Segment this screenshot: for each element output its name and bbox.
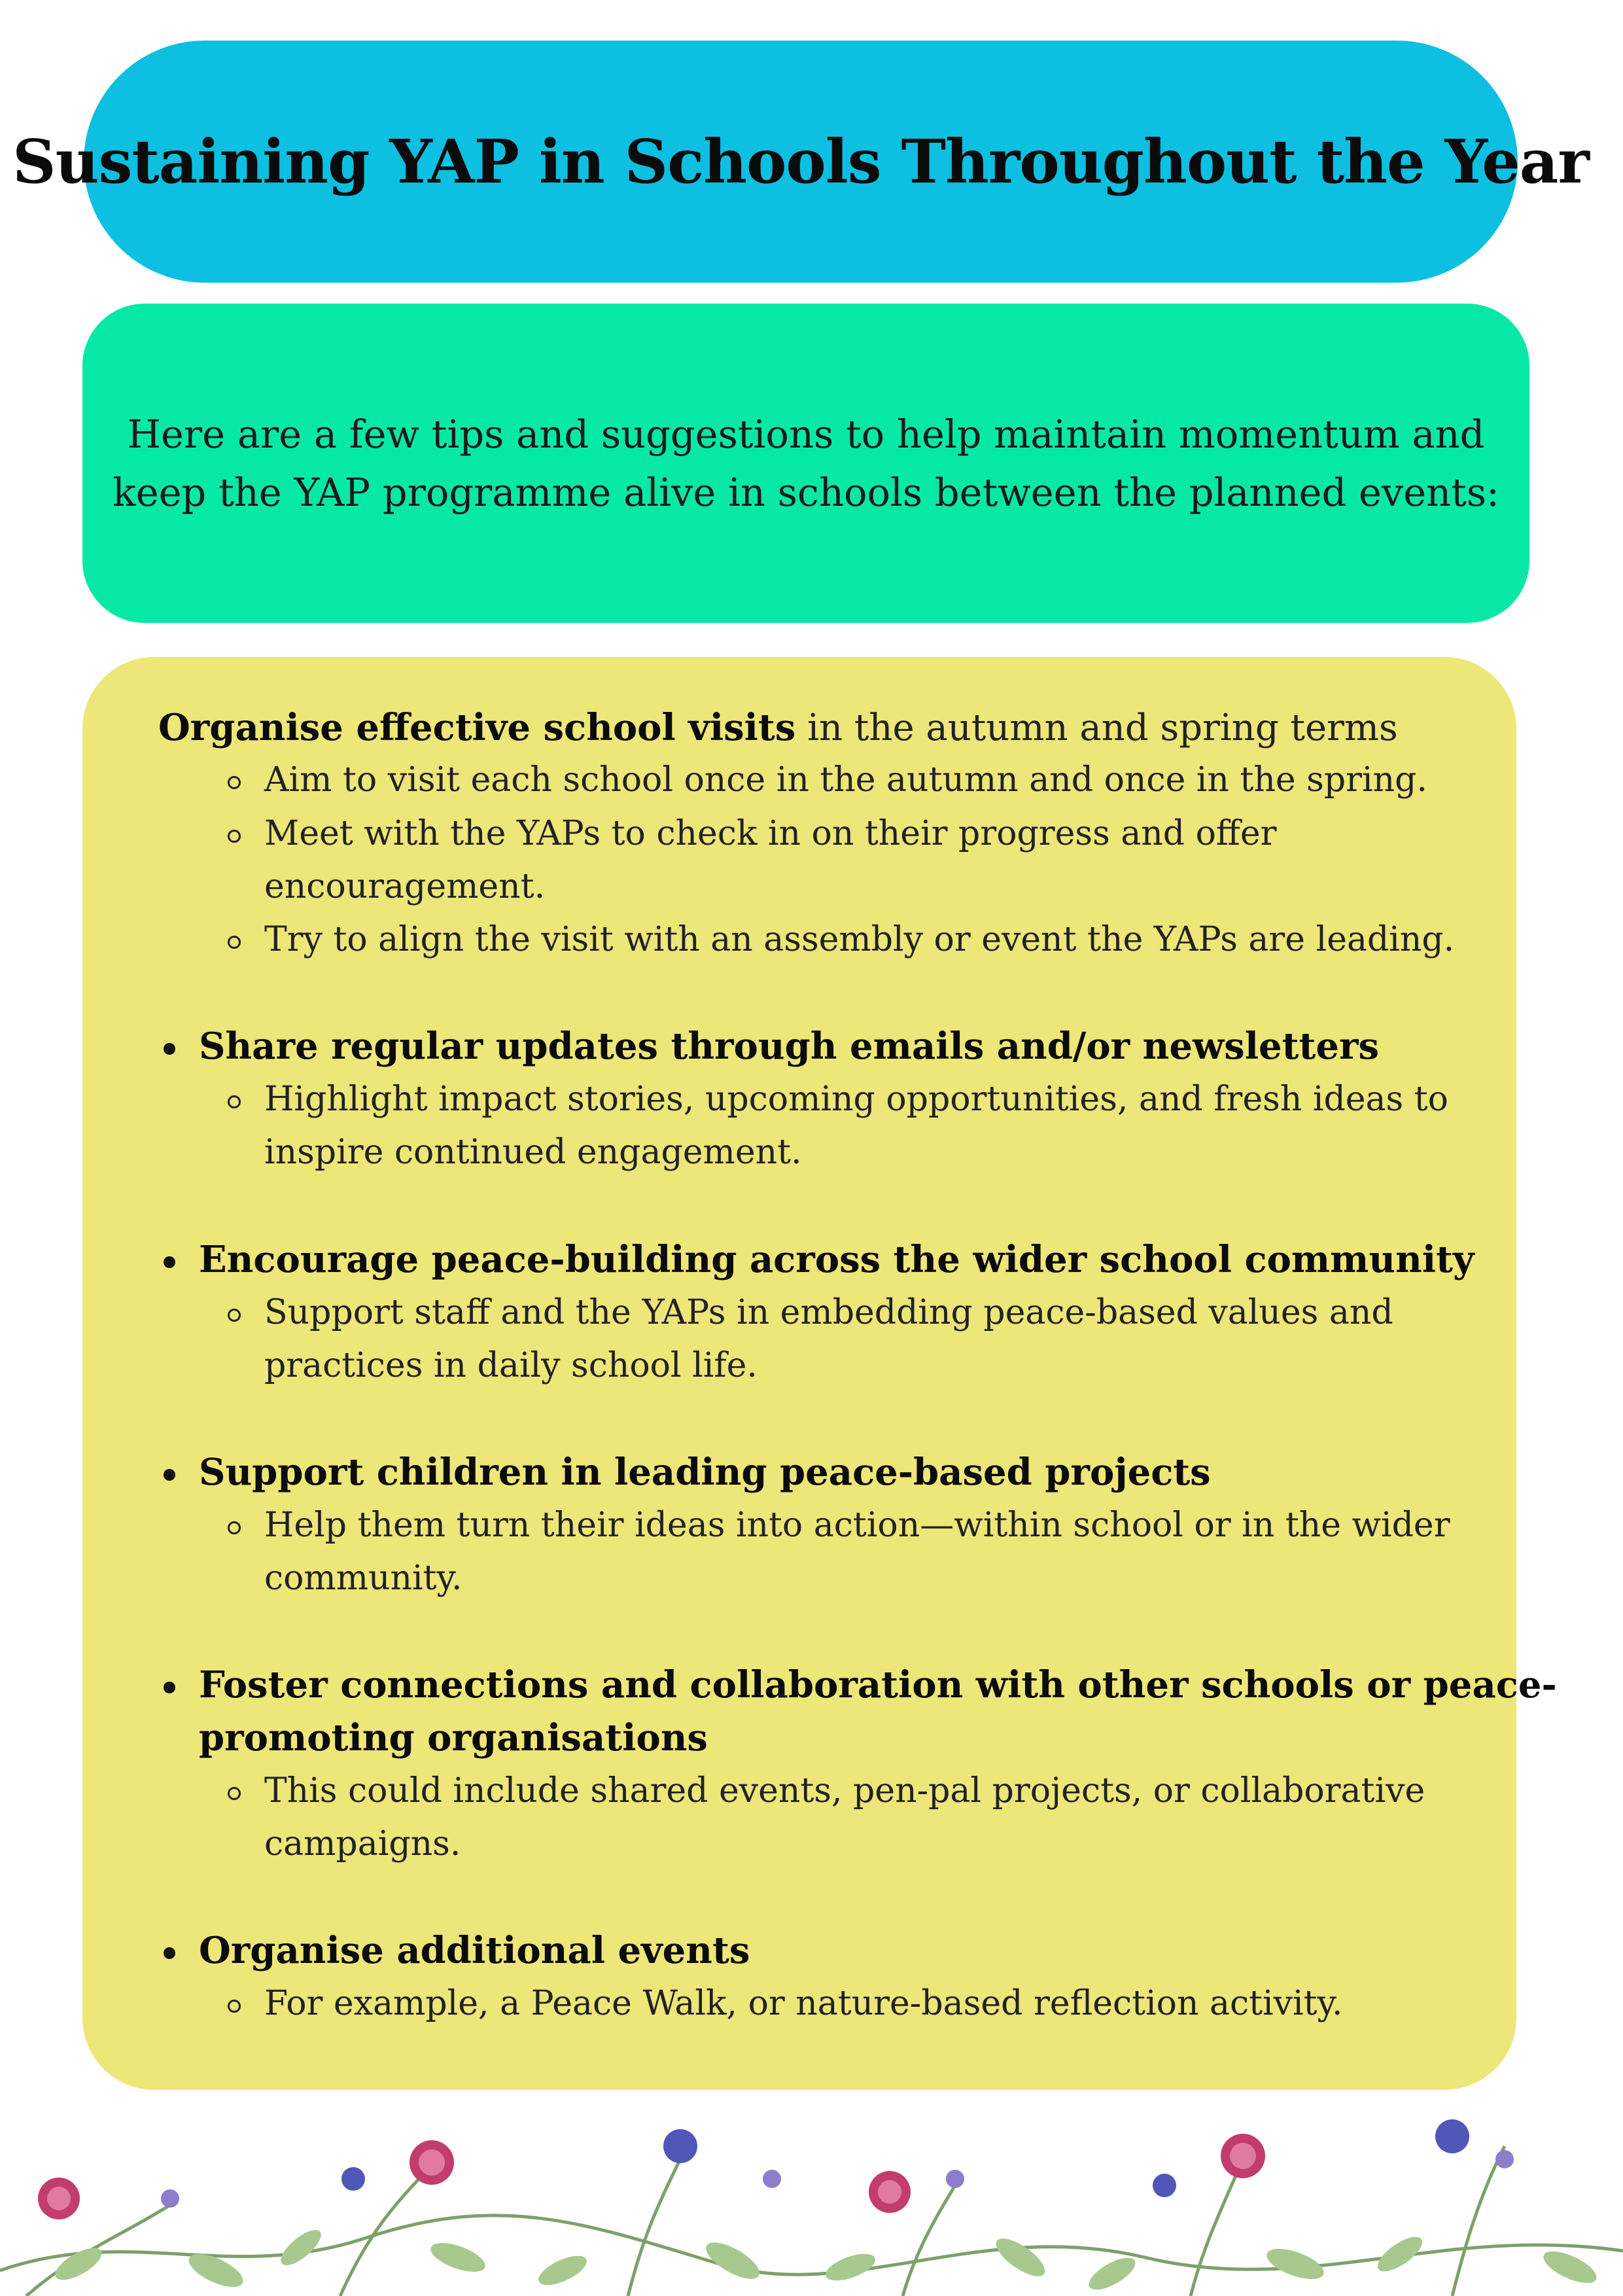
tip-2-sub-1-cont: inspire continued engagement. bbox=[264, 1133, 802, 1172]
tip-3-sub-1: Support staff and the YAPs in embedding peace-based values and bbox=[264, 1293, 1393, 1332]
tip-2-heading: Share regular updates through emails and/or newsletters bbox=[199, 1025, 1380, 1068]
tip-5-sub-1: This could include shared events, pen-pal projects, or collaborative bbox=[264, 1771, 1425, 1810]
intro-line-2: keep the YAP programme alive in schools between the planned events: bbox=[112, 470, 1500, 515]
intro-line-1: Here are a few tips and suggestions to help maintain momentum and bbox=[127, 412, 1485, 457]
tip-1-sub-2-cont: encouragement. bbox=[264, 867, 546, 906]
tip-2-sub-1: Highlight impact stories, upcoming opportunities, and fresh ideas to bbox=[264, 1080, 1448, 1119]
tip-5-heading: Foster connections and collaboration with other schools or peace- bbox=[199, 1663, 1557, 1706]
sub-bullet-icon bbox=[228, 2000, 241, 2013]
tip-4-sub-1-cont: community. bbox=[264, 1559, 462, 1598]
tip-4-heading: Support children in leading peace-based projects bbox=[199, 1451, 1211, 1494]
intro-box bbox=[82, 304, 1529, 623]
bullet-icon bbox=[164, 1682, 175, 1693]
tips-box bbox=[82, 657, 1557, 2090]
sub-bullet-icon bbox=[228, 1787, 241, 1800]
floral-border bbox=[0, 2107, 1623, 2296]
tip-4-sub-1: Help them turn their ideas into action—within school or in the wider bbox=[264, 1506, 1450, 1545]
bullet-icon bbox=[164, 1256, 175, 1268]
tip-6-heading: Organise additional events bbox=[199, 1929, 750, 1972]
tip-1-sub-3: Try to align the visit with an assembly or event the YAPs are leading. bbox=[264, 920, 1455, 959]
tip-3-sub-1-cont: practices in daily school life. bbox=[264, 1346, 758, 1385]
bullet-icon bbox=[164, 1947, 175, 1959]
title-banner bbox=[12, 41, 1589, 283]
tip-5-sub-1-cont: campaigns. bbox=[264, 1824, 461, 1863]
page-title: Sustaining YAP in Schools Throughout the Year bbox=[12, 126, 1589, 197]
sub-bullet-icon bbox=[228, 1309, 241, 1322]
tip-1-bold: Organise effective school visits bbox=[158, 706, 796, 749]
tip-1-sub-1: Aim to visit each school once in the autumn and once in the spring. bbox=[264, 760, 1427, 800]
floral-border-illustration bbox=[0, 2107, 1623, 2296]
tip-6-sub-1: For example, a Peace Walk, or nature-based reflection activity. bbox=[264, 1984, 1343, 2023]
tip-1-rest: in the autumn and spring terms bbox=[795, 707, 1398, 749]
sub-bullet-icon bbox=[228, 1095, 241, 1108]
sub-bullet-icon bbox=[228, 1521, 241, 1534]
tip-1-heading bbox=[158, 701, 1401, 754]
bullet-icon bbox=[164, 1043, 175, 1055]
sub-bullet-icon bbox=[228, 830, 241, 843]
sub-bullet-icon bbox=[228, 776, 241, 789]
tip-3-heading: Encourage peace-building across the wider school community bbox=[199, 1238, 1475, 1281]
tip-1-sub-2: Meet with the YAPs to check in on their progress and offer bbox=[264, 814, 1277, 853]
intro-text bbox=[86, 405, 1526, 521]
tip-5-heading-cont: promoting organisations bbox=[199, 1716, 708, 1759]
bullet-icon bbox=[164, 1469, 175, 1481]
sub-bullet-icon bbox=[228, 936, 241, 949]
